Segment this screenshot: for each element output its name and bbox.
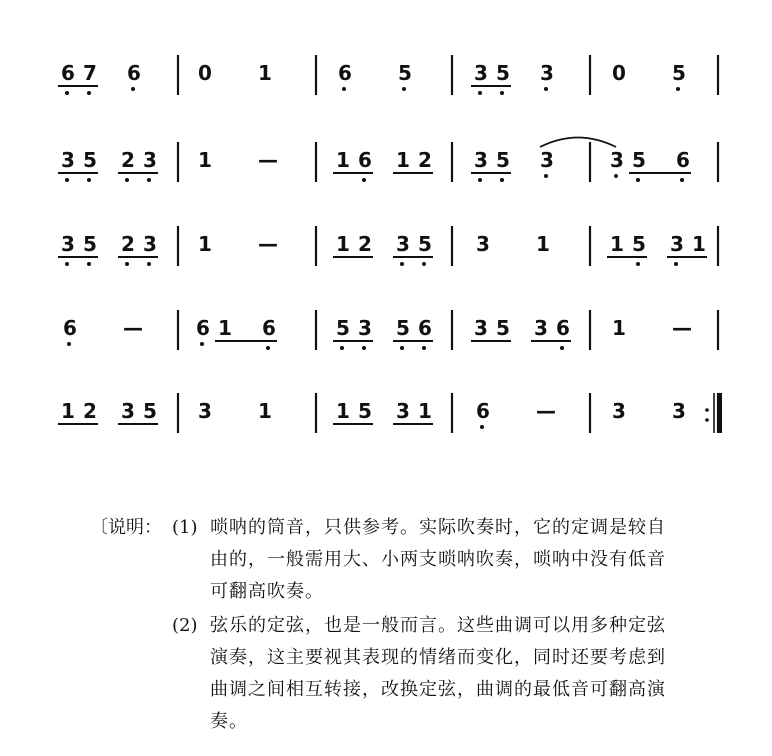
low-octave-dot <box>680 178 684 182</box>
note-digit: 3 <box>610 148 624 172</box>
note-digit: 0 <box>612 61 626 85</box>
note-digit: 1 <box>198 232 212 256</box>
note-digit: 3 <box>612 399 626 423</box>
note-line: 唢呐的筒音，只供参考。实际吹奏时，它的定调是较自 <box>210 517 666 538</box>
note-digit: 6 <box>63 316 77 340</box>
note-digit: 5 <box>496 148 510 172</box>
note-digit: 3 <box>358 316 372 340</box>
note-digit: 6 <box>61 61 75 85</box>
low-octave-dot <box>125 262 129 266</box>
note-item-1 <box>90 512 750 608</box>
low-octave-dot <box>125 178 129 182</box>
note-digit: 5 <box>358 399 372 423</box>
note-digit: — <box>258 232 278 256</box>
low-octave-dot <box>200 342 204 346</box>
note-digit: 5 <box>83 232 97 256</box>
low-octave-dot <box>65 91 69 95</box>
note-digit: 3 <box>61 232 75 256</box>
low-octave-dot <box>65 178 69 182</box>
low-octave-dot <box>131 87 135 91</box>
low-octave-dot <box>676 87 680 91</box>
note-digit: 5 <box>632 148 646 172</box>
note-digit: 3 <box>396 232 410 256</box>
low-octave-dot <box>560 346 564 350</box>
low-octave-dot <box>87 91 91 95</box>
note-item-2 <box>90 610 750 738</box>
low-octave-dot <box>636 178 640 182</box>
low-octave-dot <box>342 87 346 91</box>
note-digit: 5 <box>396 316 410 340</box>
note-digit: 1 <box>692 232 706 256</box>
note-digit: 6 <box>127 61 141 85</box>
note-digit: 1 <box>218 316 232 340</box>
notes-label: 〔说明： <box>90 517 162 538</box>
note-digit: 3 <box>670 232 684 256</box>
note-digit: 1 <box>336 148 350 172</box>
note-digit: 2 <box>83 399 97 423</box>
note-digit: 1 <box>396 148 410 172</box>
low-octave-dot <box>65 262 69 266</box>
low-octave-dot <box>674 262 678 266</box>
note-number: (2) <box>172 615 198 636</box>
note-digit: 1 <box>336 399 350 423</box>
note-text <box>210 512 730 608</box>
low-octave-dot <box>480 425 484 429</box>
note-digit: — <box>258 148 278 172</box>
low-octave-dot <box>402 87 406 91</box>
note-number: (1) <box>172 517 198 538</box>
note-digit: 3 <box>672 399 686 423</box>
note-digit: 3 <box>540 148 554 172</box>
note-digit: 6 <box>358 148 372 172</box>
note-line: 弦乐的定弦，也是一般而言。这些曲调可以用多种定弦 <box>210 615 666 636</box>
note-digit: 1 <box>258 61 272 85</box>
low-octave-dot <box>266 346 270 350</box>
note-line: 可翻高吹奏。 <box>210 581 324 602</box>
note-digit: 3 <box>476 232 490 256</box>
note-digit: 6 <box>676 148 690 172</box>
low-octave-dot <box>500 178 504 182</box>
note-digit: 3 <box>198 399 212 423</box>
note-digit: 3 <box>474 316 488 340</box>
note-digit: 6 <box>262 316 276 340</box>
note-digit: 2 <box>121 148 135 172</box>
low-octave-dot <box>544 87 548 91</box>
note-digit: 3 <box>61 148 75 172</box>
low-octave-dot <box>400 346 404 350</box>
note-digit: 2 <box>418 148 432 172</box>
note-digit: 3 <box>121 399 135 423</box>
note-digit: 3 <box>396 399 410 423</box>
note-digit: 3 <box>143 148 157 172</box>
note-digit: 5 <box>398 61 412 85</box>
repeat-dot <box>705 408 709 412</box>
note-digit: 1 <box>198 148 212 172</box>
note-digit: 5 <box>418 232 432 256</box>
low-octave-dot <box>636 262 640 266</box>
note-digit: — <box>536 399 556 423</box>
low-octave-dot <box>500 91 504 95</box>
low-octave-dot <box>400 262 404 266</box>
low-octave-dot <box>147 178 151 182</box>
note-digit: 3 <box>143 232 157 256</box>
low-octave-dot <box>67 342 71 346</box>
low-octave-dot <box>422 346 426 350</box>
note-digit: 5 <box>83 148 97 172</box>
low-octave-dot <box>362 346 366 350</box>
note-digit: 6 <box>418 316 432 340</box>
note-digit: 5 <box>143 399 157 423</box>
repeat-dot <box>705 418 709 422</box>
slur-tie <box>540 138 616 148</box>
explanation-notes <box>90 512 750 740</box>
low-octave-dot <box>422 262 426 266</box>
note-digit: 0 <box>198 61 212 85</box>
note-digit: 5 <box>336 316 350 340</box>
low-octave-dot <box>87 262 91 266</box>
note-digit: 5 <box>496 61 510 85</box>
note-digit: 3 <box>540 61 554 85</box>
note-digit: — <box>672 316 692 340</box>
note-digit: 1 <box>536 232 550 256</box>
low-octave-dot <box>478 91 482 95</box>
note-digit: 1 <box>418 399 432 423</box>
low-octave-dot <box>147 262 151 266</box>
note-digit: 6 <box>556 316 570 340</box>
note-digit: 6 <box>196 316 210 340</box>
note-digit: 1 <box>336 232 350 256</box>
note-digit: 2 <box>121 232 135 256</box>
low-octave-dot <box>87 178 91 182</box>
note-text <box>210 610 730 738</box>
note-digit: 2 <box>358 232 372 256</box>
note-digit: 7 <box>83 61 97 85</box>
low-octave-dot <box>362 178 366 182</box>
note-digit: 1 <box>612 316 626 340</box>
note-line: 曲调之间相互转接，改换定弦，曲调的最低音可翻高演 <box>210 679 666 700</box>
note-digit: 3 <box>534 316 548 340</box>
note-digit: 1 <box>61 399 75 423</box>
low-octave-dot <box>478 178 482 182</box>
low-octave-dot <box>614 174 618 178</box>
note-digit: 5 <box>496 316 510 340</box>
note-line: 奏。 <box>210 711 248 732</box>
note-digit: 5 <box>672 61 686 85</box>
note-line: 演奏，这主要视其表现的情绪而变化，同时还要考虑到 <box>210 647 666 668</box>
low-octave-dot <box>544 174 548 178</box>
note-digit: 1 <box>610 232 624 256</box>
low-octave-dot <box>340 346 344 350</box>
note-digit: — <box>123 316 143 340</box>
note-digit: 5 <box>632 232 646 256</box>
note-digit: 6 <box>338 61 352 85</box>
note-line: 由的，一般需用大、小两支唢呐吹奏，唢呐中没有低音 <box>210 549 666 570</box>
note-digit: 3 <box>474 61 488 85</box>
note-digit: 1 <box>258 399 272 423</box>
note-digit: 3 <box>474 148 488 172</box>
note-digit: 6 <box>476 399 490 423</box>
